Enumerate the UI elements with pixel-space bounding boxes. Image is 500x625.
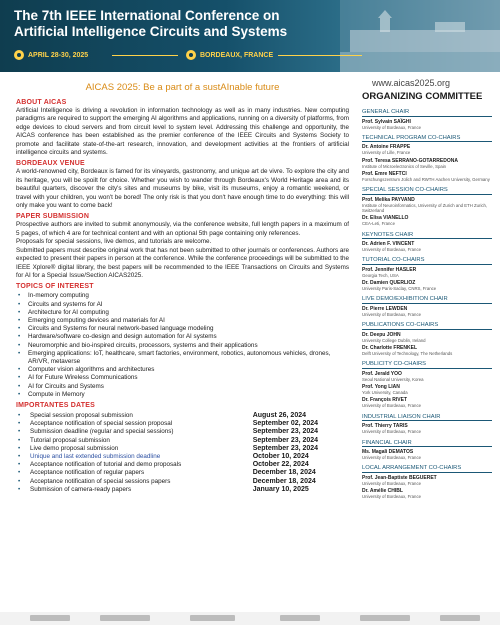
conference-title-line2: Artificial Intelligence Circuits and Systems [14, 24, 288, 39]
date-row [16, 412, 349, 420]
sponsor-logo [30, 615, 70, 621]
date-label: Acceptance notification of regular papers [30, 469, 145, 477]
sponsor-logo [280, 615, 320, 621]
section-title-dates: IMPORTANTES DATES [16, 401, 95, 409]
member-name: Dr. Damien QUERLIOZ [362, 280, 416, 287]
conference-date: APRIL 28-30, 2025 [14, 50, 88, 60]
committee-member [362, 332, 492, 343]
topic-item: • Compute in Memory [16, 391, 349, 399]
member-name: Ms. Magali DEMATOS [362, 449, 414, 456]
bullet-icon: • [18, 420, 21, 428]
bullet-icon: • [18, 485, 21, 493]
bullet-icon: • [18, 469, 21, 477]
location-pin-icon [186, 50, 196, 60]
committee-role: INDUSTRIAL LIAISON CHAIR [362, 414, 492, 422]
date-value: December 18, 2024 [252, 469, 316, 477]
topic-item: • Circuits and systems for AI [16, 301, 349, 309]
committee-member [362, 267, 492, 278]
committee-role: TUTORIAL CO-CHAIRS [362, 257, 492, 265]
section-title-paper: PAPER SUBMISSION [16, 213, 90, 221]
member-name: Prof. Thierry TARIS [362, 423, 408, 430]
committee-member [362, 384, 492, 395]
paper-text-2: Proposals for special sessions, live demos, and tutorials are welcome. [16, 238, 212, 246]
member-name: Prof. Jean-Baptiste BEGUERET [362, 474, 437, 481]
paper-text-3: Submitted papers must describe original work that has not been submitted to other journals or conferences. Authors are expected to present their papers in person at the conference. While the conference proceedings will be submitted to the IEEE Xplore® digital library, the best papers will be recommended to the IEEE Transactions on Circuits and Systems for AI for a Special Issue/Section AICAS2025. [16, 246, 349, 279]
committee-member [362, 449, 492, 460]
sponsor-logo [190, 615, 235, 621]
bordeaux-cityscape-image [340, 0, 500, 72]
member-name: Prof. Emre NEFTCI [362, 170, 407, 177]
member-affiliation: University College Dublin, Ireland [362, 337, 426, 343]
topic-item: • AI for Circuits and Systems [16, 383, 349, 391]
member-affiliation: CEA-Leti, France [362, 221, 395, 227]
main-content [16, 82, 349, 494]
member-affiliation: University of Bordeaux, France [362, 247, 421, 253]
committee-member [362, 371, 492, 382]
member-affiliation: University of Bordeaux, France [362, 124, 421, 130]
header-divider [112, 55, 178, 56]
committee-member [362, 158, 492, 169]
committee-role: GENERAL CHAIR [362, 109, 492, 117]
member-affiliation: University of Bordeaux, France [362, 494, 421, 500]
sponsor-logo-strip [0, 612, 500, 625]
committee-role: PUBLICITY CO-CHAIRS [362, 361, 492, 369]
member-name: Prof. Jerald YOO [362, 370, 402, 377]
date-label: Unique and last extended submission deadline [30, 452, 161, 460]
committee-title: ORGANIZING COMMITTEE [362, 91, 483, 102]
date-label: Acceptance notification of special sessions papers [30, 477, 171, 485]
topic-item: • Hardware/software co-design and design automation for AI systems [16, 333, 349, 341]
date-label: Acceptance notification of special session proposal [30, 420, 173, 428]
bullet-icon: • [18, 452, 21, 460]
topic-item: • Emerging computing devices and materials for AI [16, 317, 349, 325]
member-affiliation: University of Bordeaux, France [362, 480, 421, 486]
date-row [16, 486, 349, 494]
bullet-icon: • [18, 477, 21, 485]
conference-location: BORDEAUX, FRANCE [186, 50, 273, 60]
member-name: Prof. Yong LIAN [362, 384, 400, 391]
member-affiliation: York University, Canada [362, 390, 408, 396]
bullet-icon: • [18, 461, 21, 469]
committee-member [362, 306, 492, 317]
member-name: Dr. Adrien F. VINCENT [362, 241, 415, 248]
date-label: Acceptance notification of tutorial and demo proposals [30, 461, 182, 469]
date-label: Tutorial proposal submission [30, 436, 110, 444]
member-affiliation: University of Bordeaux, France [362, 429, 421, 435]
website-url[interactable]: www.aicas2025.org [372, 78, 451, 88]
date-value: October 22, 2024 [252, 461, 309, 469]
member-name: Dr. Elisa VIANELLO [362, 215, 409, 222]
member-affiliation: University of Bordeaux, France [362, 311, 421, 317]
committee-member [362, 423, 492, 434]
member-affiliation: Delft University of Technology, The Netherlands [362, 351, 453, 357]
date-row [16, 445, 349, 453]
committee-member [362, 197, 492, 214]
sponsor-logo [100, 615, 150, 621]
member-affiliation: Forschungszentrum Jülich and RWTH Aachen University, Germany [362, 176, 490, 182]
committee-role: LOCAL ARRANGEMENT CO-CHAIRS [362, 465, 492, 473]
about-text: Artificial Intelligence is driving a revolution in information technology as well as in many industries. New computing paradigms are required to support the emerging AI algorithms and applications, running on a diversity of platforms, from edge devices to cloud servers and from circuit level to system level. Addressing this challenge and opportunity, the AICAS conference has been established as the premier conference of the IEEE Circuits and Systems Society to promote and facilitate state-of-the-art research, innovation, and development activities at the frontiers of artificial intelligence circuits and systems. [16, 107, 349, 157]
header-divider [278, 55, 362, 56]
paper-text-1: Prospective authors are invited to submit anonymously, via the conference website, full length papers in a maximum of 5 pages, of which 4 are for technical content and with an optional 5th page containing only references. [16, 221, 349, 237]
committee-role: PUBLICATIONS CO-CHAIRS [362, 322, 492, 330]
section-title-venue: BORDEAUX VENUE [16, 160, 85, 168]
date-row [16, 428, 349, 436]
member-name: Prof. Sylvain SAÏGHI [362, 118, 411, 125]
member-affiliation: Seoul National University, Korea [362, 376, 424, 382]
conference-title-line1: The 7th IEEE International Conference on [14, 8, 280, 23]
section-title-topics: TOPICS OF INTEREST [16, 283, 94, 291]
topic-item: • Emerging applications: IoT, healthcare, smart factories, environment, robotics, autonomous vehicles, drones, AR/VR, metaverse [16, 350, 349, 366]
date-row [16, 453, 349, 461]
member-name: Dr. François RIVET [362, 397, 408, 404]
member-name: Dr. Deepu JOHN [362, 331, 401, 338]
committee-member [362, 345, 492, 356]
date-row [16, 461, 349, 469]
member-affiliation: Institute of Neuroinformatics, University of Zurich and ETH Zurich, Switzerland [362, 202, 488, 213]
committee-member [362, 119, 492, 130]
committee-role: KEYNOTES CHAIR [362, 232, 492, 240]
committee-role: SPECIAL SESSION CO-CHAIRS [362, 187, 492, 195]
sponsor-logo [440, 615, 480, 621]
date-value: September 23, 2024 [252, 436, 319, 444]
committee-member [362, 397, 492, 408]
date-value: August 26, 2024 [252, 411, 307, 419]
date-row [16, 469, 349, 477]
member-name: Prof. Melika PAYVAND [362, 196, 415, 203]
committee-role: LIVE DEMO/EXHIBITION CHAIR [362, 296, 492, 304]
bullet-icon: • [18, 444, 21, 452]
member-name: Prof. Jennifer HASLER [362, 266, 417, 273]
date-label: Submission deadline (regular and special sessions) [30, 428, 174, 436]
date-value: September 23, 2024 [252, 444, 319, 452]
topic-item: • Circuits and Systems for neural network-based language modeling [16, 325, 349, 333]
bullet-icon: • [18, 411, 21, 419]
committee-member [362, 475, 492, 486]
member-affiliation: Institute of Microelectronics of Seville, Spain [362, 163, 447, 169]
member-affiliation: University of Lille, France [362, 150, 411, 156]
committee-member [362, 144, 492, 155]
date-row [16, 478, 349, 486]
date-value: October 10, 2024 [252, 452, 309, 460]
committee-member [362, 215, 492, 226]
topics-list [16, 292, 349, 399]
section-title-about: ABOUT AICAS [16, 99, 67, 106]
member-name: Dr. Charlotte FRENKEL [362, 345, 418, 352]
member-affiliation: University Paris-Saclay, CNRS, France [362, 286, 437, 292]
venue-text: A world-renowned city, Bordeaux is famed for its vineyards, gastronomy, and unique art de vivre. To explore the city and its heritage, you will be spoilt for choice. Whether you wish to wander through Bordeaux's World Heritage area and its beautiful quarters, discover the city's sites and museums by bike, visit its museums, enjoy a romantic weekend, or travel with your children, you won't be bored! The only risk is that you don't have enough time to do everything: this will only make you want to come back! [16, 168, 349, 210]
page-title: AICAS 2025: Be a part of a sustAInable future [85, 82, 280, 93]
date-value: September 23, 2024 [252, 428, 319, 436]
member-affiliation: University of Bordeaux, France [362, 455, 421, 461]
organizing-committee-sidebar [362, 78, 492, 499]
committee-member [362, 488, 492, 499]
date-value: September 02, 2024 [252, 420, 319, 428]
committee-member [362, 241, 492, 252]
date-value: January 10, 2025 [252, 485, 309, 493]
date-label: Submission of camera-ready papers [30, 485, 132, 493]
date-label: Live demo proposal submission [30, 444, 119, 452]
member-affiliation: University of Bordeaux, France [362, 403, 421, 409]
date-label: Special session proposal submission [30, 411, 133, 419]
member-affiliation: Georgia Tech, USA [362, 272, 399, 278]
member-name: Prof. Teresa SERRANO-GOTARREDONA [362, 157, 458, 164]
important-dates-table [16, 412, 349, 494]
date-value: December 18, 2024 [252, 477, 316, 485]
committee-role: FINANCIAL CHAIR [362, 440, 492, 448]
sponsor-logo [360, 615, 410, 621]
topic-item: • Computer vision algorithms and architectures [16, 366, 349, 374]
topic-item: • In-memory computing [16, 292, 349, 300]
member-name: Dr. Pierre LEWDEN [362, 305, 408, 312]
committee-role: TECHNICAL PROGRAM CO-CHAIRS [362, 135, 492, 143]
bullet-icon: • [18, 428, 21, 436]
member-name: Dr. Antoine FRAPPE [362, 144, 411, 151]
topic-item: • AI for Future Wireless Communications [16, 374, 349, 382]
conference-header [0, 0, 500, 72]
calendar-icon [14, 50, 24, 60]
committee-list [362, 109, 492, 499]
topic-item: • Neuromorphic and bio-inspired circuits, processors, systems and their applications [16, 342, 349, 350]
bullet-icon: • [18, 436, 21, 444]
topic-item: • Architecture for AI computing [16, 309, 349, 317]
member-name: Dr. Amélie CHIBL [362, 488, 403, 495]
date-row [16, 437, 349, 445]
committee-member [362, 171, 492, 182]
committee-member [362, 280, 492, 291]
date-row [16, 420, 349, 428]
